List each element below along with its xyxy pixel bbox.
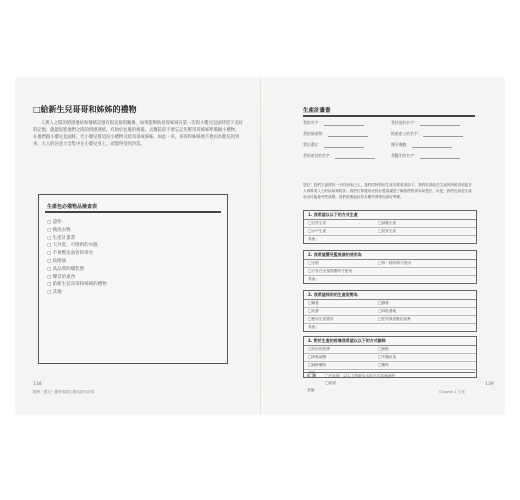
- option-label: □中醫針灸: [378, 355, 397, 359]
- option-label: □躺著: [308, 301, 319, 305]
- checklist-item: □ 生產計畫書: [47, 235, 76, 241]
- checklist-item: □ 其他: [47, 290, 62, 296]
- blank-line: [420, 154, 460, 159]
- question-block: [303, 250, 477, 284]
- checklist-items: [47, 219, 107, 297]
- other-label: 其他：: [308, 277, 320, 281]
- checklist-box: [38, 194, 228, 364]
- option-label: □只有在出現問題時才使用: [308, 269, 353, 273]
- blank-line: [335, 154, 375, 159]
- blank-line: [328, 132, 368, 137]
- book-spread: [16, 78, 504, 414]
- option-label: □不希望 以人工剪破羊水的方式加速產程: [325, 374, 395, 378]
- blank-line: [420, 121, 460, 126]
- info-label: 我的產兒的名字：: [303, 153, 334, 158]
- info-label: 我醫生的名字：: [391, 153, 418, 158]
- option-label: □蹲著: [378, 301, 389, 305]
- other-label: 其他：: [308, 371, 320, 375]
- blank-line: [423, 132, 463, 137]
- question-title: 2. 我希望嬰兒監視器的使用為: [304, 251, 476, 260]
- info-row: [303, 131, 475, 139]
- checklist-item: □ 聲音的東西: [47, 274, 76, 280]
- question-title: 1. 我希望以以下的方式生產: [304, 211, 476, 220]
- checklist-item: □ 換洗衣物: [47, 227, 71, 233]
- option-label: □藥物: [378, 363, 389, 367]
- option-label: □四肢著地: [378, 309, 397, 313]
- checklist-item: □ 給新生兒哥哥和姊姊的禮物: [47, 282, 107, 288]
- page-footer-right: Chapter 1 生產: [439, 390, 466, 394]
- checklist-item: □ 大外套、可喂奶的衣服: [47, 243, 98, 249]
- checklist-rule: [45, 211, 221, 213]
- option-label: □使用生產器具: [308, 317, 334, 321]
- question-block: [303, 210, 477, 244]
- other-label: 其他：: [308, 325, 320, 329]
- question-block: [303, 290, 477, 332]
- other-label: 其他：: [308, 237, 320, 241]
- info-label: 懷孕週數：: [391, 142, 410, 147]
- intro-paragraph: 人與人之間的情感連結和情緒記憶有很直接的關係，如果能幫助哥哥姊姊在第一次與小嬰兒見面時留下美好的記憶，就能促進他們之間的情感連結，有助於往後的相處。去醫院前不要忘記先幫哥哥姊姊準備個小禮物，在他們跟小嬰兒見面時，代小嬰兒將這份小禮物交給哥哥或姊姊。如此一來，哥哥和姊姊便不會因為嬰兒的到來，大人的注意力全集中在小嬰兒身上，而覺得受到冷落。: [33, 121, 243, 147]
- option-label: □麻醉藥物: [308, 363, 327, 367]
- option-label: □全程: [308, 261, 319, 265]
- option-label: □希望: [325, 381, 336, 385]
- page-number-right: 139: [485, 382, 494, 387]
- checklist-title: 生產包必備物品檢查表: [47, 204, 98, 210]
- info-label: 我計畫在：: [303, 142, 322, 147]
- checklist-item: □ 按摩油: [47, 258, 67, 264]
- option-label: □站著: [308, 309, 319, 313]
- info-label: 我的名字：: [303, 120, 322, 125]
- option-label: □呼吸調整: [308, 355, 327, 359]
- question-title: 4. 對於生產的疼痛我希望以以下的方式解除: [304, 337, 476, 346]
- info-label: 我的預產期：: [303, 131, 326, 136]
- checklist-item: □ 證件: [47, 220, 62, 225]
- option-label: □居家生產: [378, 229, 397, 233]
- blank-line: [324, 121, 364, 126]
- form-title: 生產計畫書: [303, 108, 331, 114]
- blank-line: [412, 143, 452, 148]
- checklist-item: □ 不會壓迫血管的零食: [47, 251, 94, 257]
- question-title: 3. 我希望採用的生產姿勢為: [304, 291, 476, 300]
- option-label: □水中生產: [308, 229, 327, 233]
- form-intro: 您好！我們夫妻期待一天的到來已久，我們的特質和生產首要事項如下。我們希望能在生產的時候得到更多人與專業人士的協助與陪伴，我們打算運用這份計畫書讓您了解我們的需求和想法，但是，我們也知道生產狀況可能會突然改變，我們需要能針對各種突發情況做好準備。: [303, 183, 472, 199]
- option-label: □任何我喜歡的姿勢: [378, 317, 411, 321]
- page-number-left: 138: [33, 382, 42, 387]
- info-row: [303, 142, 475, 150]
- checklist-item: □ 高品質的哺乳墊: [47, 266, 85, 272]
- right-page: [261, 78, 504, 414]
- question-title: 5. 我: [307, 374, 316, 378]
- left-page: [16, 78, 260, 414]
- info-label: 助產產士的名字：: [391, 131, 422, 136]
- form-title-rule: [303, 115, 475, 117]
- other-label: 其他：: [307, 388, 319, 392]
- option-label: □自然生產: [308, 221, 327, 225]
- info-label: 我伴侶的名字：: [391, 120, 418, 125]
- option-label: □每一段時間才使用: [378, 261, 411, 265]
- page-footer-left: 國學・嬰兒・嬰學專題主題與寫作指導: [33, 390, 95, 394]
- info-row: [303, 153, 475, 161]
- blank-line: [324, 143, 364, 148]
- section-title: □給新生兒哥哥和姊姊的禮物: [33, 105, 137, 114]
- info-row: [303, 120, 475, 128]
- option-label: □伴侶的按摩: [308, 347, 330, 351]
- option-label: □剖腹生產: [378, 221, 397, 225]
- option-label: □熱敷: [378, 347, 389, 351]
